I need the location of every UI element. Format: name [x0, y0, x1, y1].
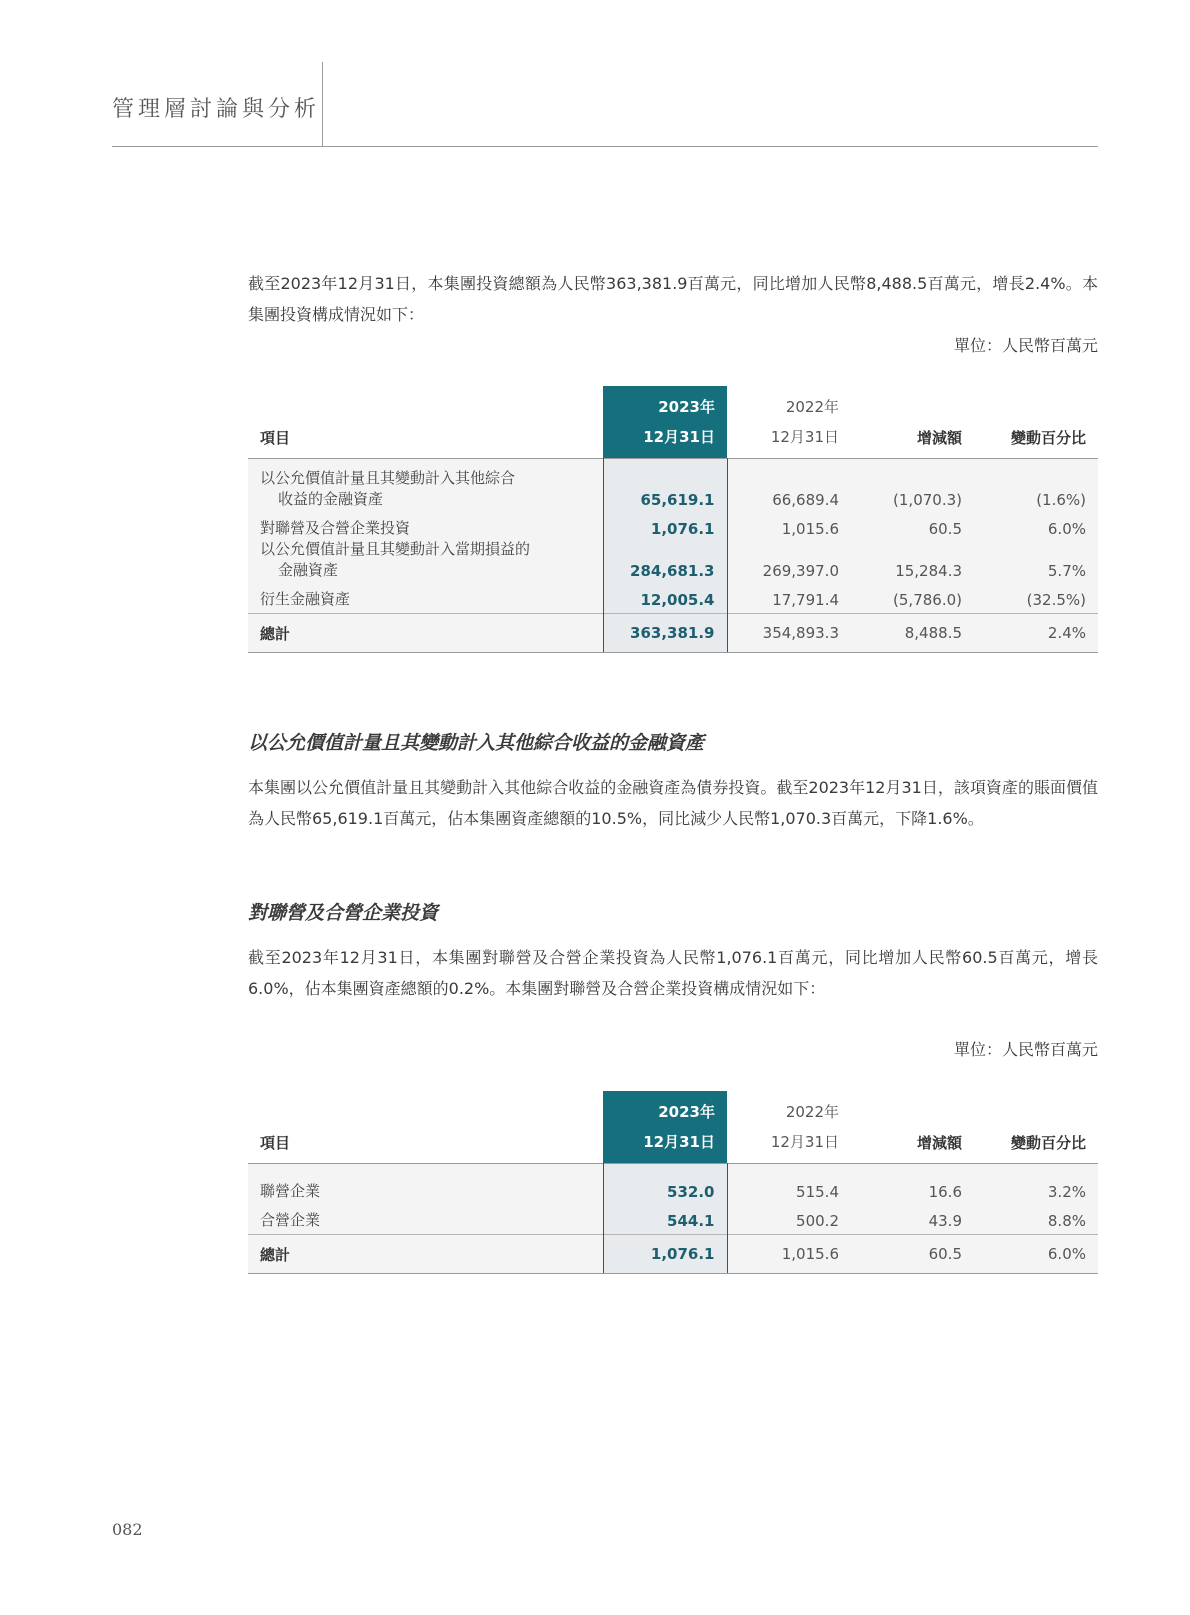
cell-change: 16.6: [928, 1183, 962, 1201]
row-label: 衍生金融資產: [260, 590, 351, 608]
total-2022: 354,893.3: [727, 614, 851, 653]
header-divider-horizontal: [112, 146, 1098, 147]
cell-pct: 8.8%: [1047, 1212, 1086, 1230]
row-label: [248, 538, 603, 580]
header-2023-date: 12月31日: [643, 1133, 715, 1151]
total-label: 總計: [248, 614, 603, 653]
section-associates-paragraph: 截至2023年12月31日，本集團對聯營及合營企業投資為人民幣1,076.1百萬元，同比增加人民幣60.5百萬元，增長6.0%，佔本集團資產總額的0.2%。本集團對聯營及合營企業投資構成情況如下：: [248, 948, 1098, 998]
cell-change: (5,786.0): [893, 591, 962, 609]
header-2023-year: 2023年: [658, 398, 715, 416]
column-header-change: 增減額: [916, 1134, 962, 1152]
cell-2022: 17,791.4: [772, 591, 839, 609]
cell-2023: 532.0: [603, 1164, 727, 1202]
cell-2023: 12,005.4: [603, 580, 727, 614]
table-row: [248, 509, 1098, 538]
column-header-pct: 變動百分比: [1010, 429, 1086, 447]
row-label-line1: 以公允價值計量且其變動計入其他綜合: [260, 469, 516, 487]
cell-pct: (32.5%): [1026, 591, 1086, 609]
header-2023-year: 2023年: [658, 1103, 715, 1121]
table2-unit-label: 單位：人民幣百萬元: [953, 1040, 1098, 1059]
column-header-2023: [603, 1091, 727, 1164]
row-label-line2: 金融資產: [278, 561, 339, 579]
header-2022-year: 2022年: [785, 398, 839, 416]
total-pct: 6.0%: [974, 1235, 1098, 1274]
table-total-row: [248, 1235, 1098, 1274]
section-title-associates: 對聯營及合營企業投資: [248, 902, 439, 924]
row-label: [248, 459, 603, 510]
total-change: 60.5: [851, 1235, 974, 1274]
table-row: [248, 580, 1098, 614]
header-2022-date: 12月31日: [770, 428, 839, 446]
cell-2023: 1,076.1: [603, 509, 727, 538]
row-label-line1: 以公允價值計量且其變動計入當期損益的: [260, 540, 531, 558]
row-label-line2: 收益的金融資產: [278, 490, 384, 508]
cell-change: (1,070.3): [893, 491, 962, 509]
row-label: 對聯營及合營企業投資: [260, 519, 411, 537]
associates-jv-table: [248, 1091, 1098, 1274]
table-row: [248, 1164, 1098, 1202]
table-row: [248, 1201, 1098, 1235]
page-number: 082: [112, 1520, 143, 1539]
investment-composition-table: [248, 386, 1098, 653]
cell-2022: 66,689.4: [772, 491, 839, 509]
cell-2022: 500.2: [796, 1212, 839, 1230]
header-2022-year: 2022年: [785, 1103, 839, 1121]
page-header-title: 管理層討論與分析: [112, 97, 321, 122]
cell-change: 43.9: [928, 1212, 962, 1230]
total-2022: 1,015.6: [727, 1235, 851, 1274]
table-total-row: [248, 614, 1098, 653]
cell-pct: (1.6%): [1036, 491, 1086, 509]
column-header-item: 項目: [260, 429, 291, 447]
column-header-pct: 變動百分比: [1010, 1134, 1086, 1152]
cell-2022: 269,397.0: [762, 562, 839, 580]
total-2023: 363,381.9: [603, 614, 727, 653]
table-header-row: [248, 1091, 1098, 1164]
section-title-fvoci: 以公允價值計量且其變動計入其他綜合收益的金融資產: [248, 732, 705, 754]
header-2022-date: 12月31日: [770, 1133, 839, 1151]
cell-2023: 284,681.3: [603, 538, 727, 580]
column-header-item: 項目: [260, 1134, 291, 1152]
section-fvoci-paragraph: 本集團以公允價值計量且其變動計入其他綜合收益的金融資產為債券投資。截至2023年12月31日，該項資產的賬面價值為人民幣65,619.1百萬元，佔本集團資產總額的10.5%，同比減少人民幣1,070.3百萬元，下降1.6%。: [248, 778, 1098, 828]
column-header-2022: [727, 1091, 851, 1164]
table-row: [248, 459, 1098, 510]
total-change: 8,488.5: [851, 614, 974, 653]
total-2023: 1,076.1: [603, 1235, 727, 1274]
column-header-2023: [603, 386, 727, 459]
total-label: 總計: [248, 1235, 603, 1274]
cell-pct: 3.2%: [1047, 1183, 1086, 1201]
total-pct: 2.4%: [974, 614, 1098, 653]
intro-paragraph: 截至2023年12月31日，本集團投資總額為人民幣363,381.9百萬元，同比增加人民幣8,488.5百萬元，增長2.4%。本集團投資構成情況如下：: [248, 274, 1098, 324]
table1-unit-label: 單位：人民幣百萬元: [953, 336, 1098, 355]
header-divider-vertical: [322, 62, 323, 146]
column-header-change: 增減額: [916, 429, 962, 447]
cell-change: 60.5: [928, 520, 962, 538]
cell-pct: 6.0%: [1047, 520, 1086, 538]
header-2023-date: 12月31日: [643, 428, 715, 446]
row-label: 聯營企業: [260, 1182, 321, 1200]
cell-2023: 544.1: [603, 1201, 727, 1235]
cell-2022: 1,015.6: [781, 520, 839, 538]
cell-pct: 5.7%: [1047, 562, 1086, 580]
row-label: 合營企業: [260, 1211, 321, 1229]
cell-change: 15,284.3: [895, 562, 962, 580]
cell-2023: 65,619.1: [603, 459, 727, 510]
column-header-2022: [727, 386, 851, 459]
cell-2022: 515.4: [796, 1183, 839, 1201]
table-row: [248, 538, 1098, 580]
table-header-row: [248, 386, 1098, 459]
